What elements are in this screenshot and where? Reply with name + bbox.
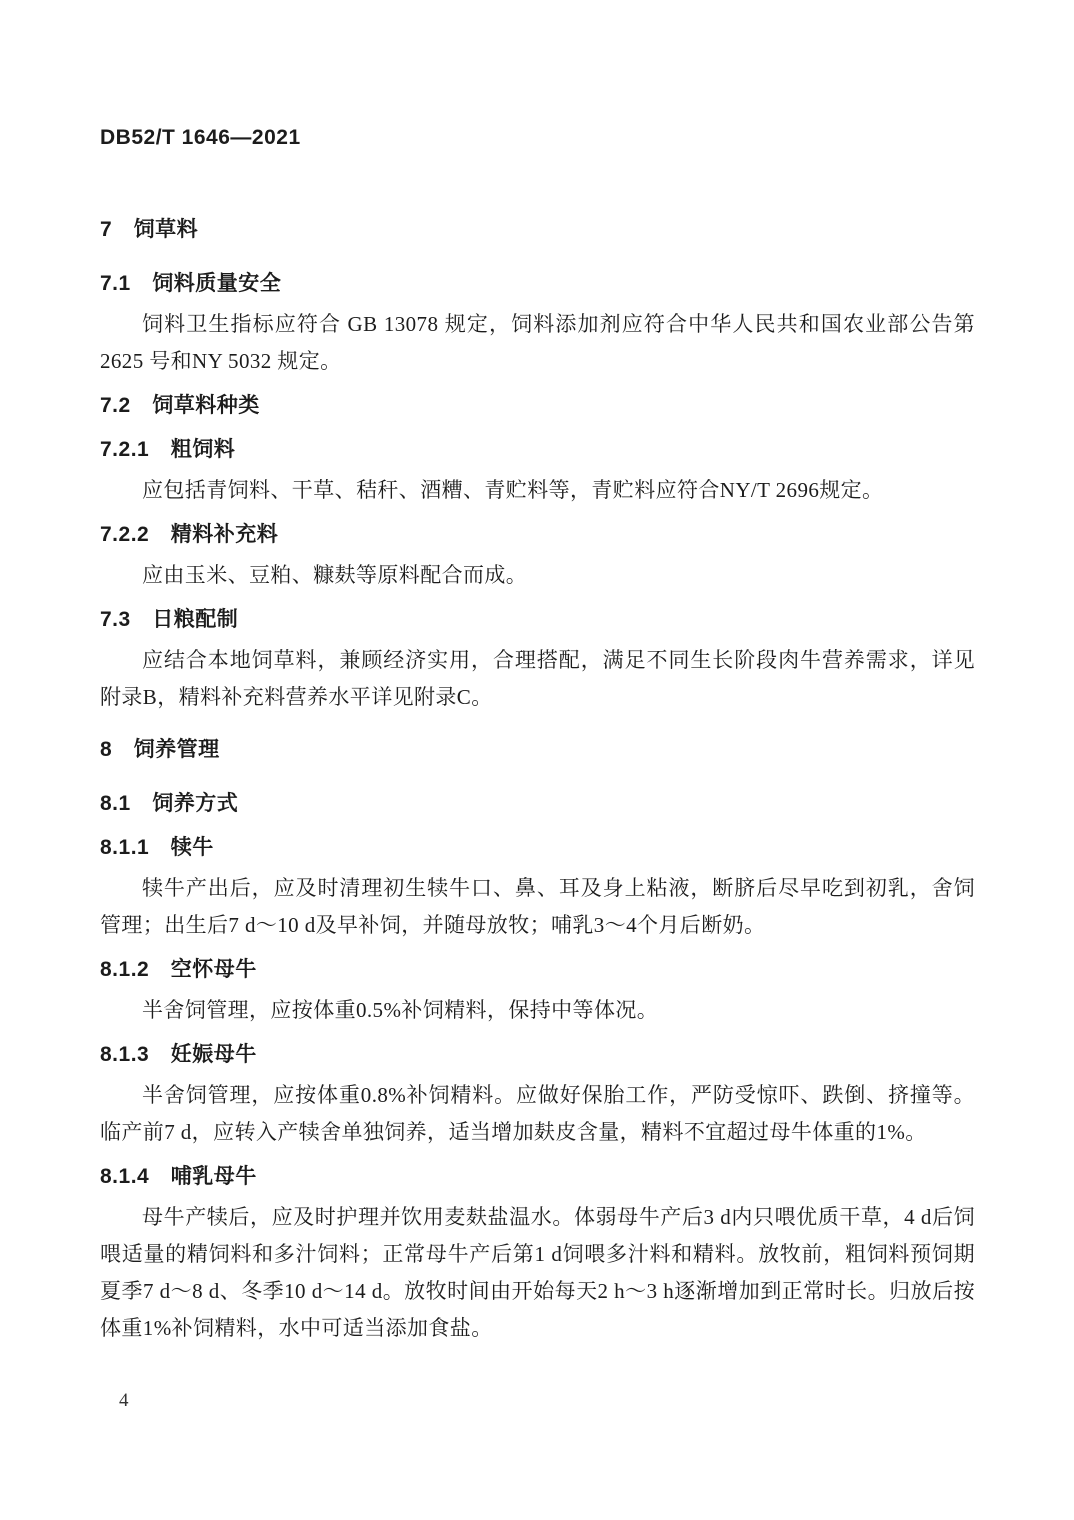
paragraph-7-1: 饲料卫生指标应符合 GB 13078 规定，饲料添加剂应符合中华人民共和国农业部公告第 2625 号和NY 5032 规定。 bbox=[100, 312, 975, 373]
paragraph-8-1-3: 半舍饲管理，应按体重0.8%补饲精料。应做好保胎工作，严防受惊吓、跌倒、挤撞等。临产前7 d，应转入产犊舍单独饲养，适当增加麸皮含量，精料不宜超过母牛体重的1%。 bbox=[100, 1083, 975, 1144]
paragraph-7-3: 应结合本地饲草料，兼顾经济实用，合理搭配，满足不同生长阶段肉牛营养需求，详见附录B，精料补充料营养水平详见附录C。 bbox=[100, 648, 975, 709]
heading-8-1-3-pregnant-cow: 8.1.3 妊娠母牛 bbox=[100, 1043, 257, 1066]
paragraph-8-1-4: 母牛产犊后，应及时护理并饮用麦麸盐温水。体弱母牛产后3 d内只喂优质干草，4 d后饲喂适量的精饲料和多汁饲料；正常母牛产后第1 d饲喂多汁料和精料。放牧前，粗饲料预饲期夏季7 d～8 d、冬季10 d～14 d。放牧时间由开始每天2 h～3 h逐渐增加到正常时长。归放后按体重1%补饲精料，水中可适当添加食盐。 bbox=[100, 1205, 975, 1340]
standard-number-header: DB52/T 1646—2021 bbox=[100, 126, 301, 149]
heading-7-3-ration-formulation: 7.3 日粮配制 bbox=[100, 608, 239, 631]
heading-8-feeding-management: 8 饲养管理 bbox=[100, 738, 220, 761]
paragraph-7-2-1: 应包括青饲料、干草、秸秆、酒糟、青贮料等，青贮料应符合NY/T 2696规定。 bbox=[142, 478, 884, 502]
heading-7-2-1-roughage: 7.2.1 粗饲料 bbox=[100, 438, 236, 461]
paragraph-8-1-2: 半舍饲管理，应按体重0.5%补饲精料，保持中等体况。 bbox=[142, 998, 659, 1022]
paragraph-7-2-2: 应由玉米、豆粕、糠麸等原料配合而成。 bbox=[142, 563, 528, 587]
heading-8-1-1-calf: 8.1.1 犊牛 bbox=[100, 836, 214, 859]
page-number: 4 bbox=[119, 1390, 129, 1411]
paragraph-8-1-1: 犊牛产出后，应及时清理初生犊牛口、鼻、耳及身上粘液，断脐后尽早吃到初乳，舍饲管理；出生后7 d～10 d及早补饲，并随母放牧；哺乳3～4个月后断奶。 bbox=[100, 876, 975, 937]
heading-8-1-2-open-cow: 8.1.2 空怀母牛 bbox=[100, 958, 257, 981]
heading-7-1-feed-quality-safety: 7.1 饲料质量安全 bbox=[100, 272, 282, 295]
heading-7-2-forage-types: 7.2 饲草料种类 bbox=[100, 394, 260, 417]
heading-7-feed-forage: 7 饲草料 bbox=[100, 218, 199, 241]
heading-7-2-2-concentrate-supplement: 7.2.2 精料补充料 bbox=[100, 523, 279, 546]
heading-8-1-feeding-mode: 8.1 饲养方式 bbox=[100, 792, 239, 815]
heading-8-1-4-lactating-cow: 8.1.4 哺乳母牛 bbox=[100, 1165, 257, 1188]
